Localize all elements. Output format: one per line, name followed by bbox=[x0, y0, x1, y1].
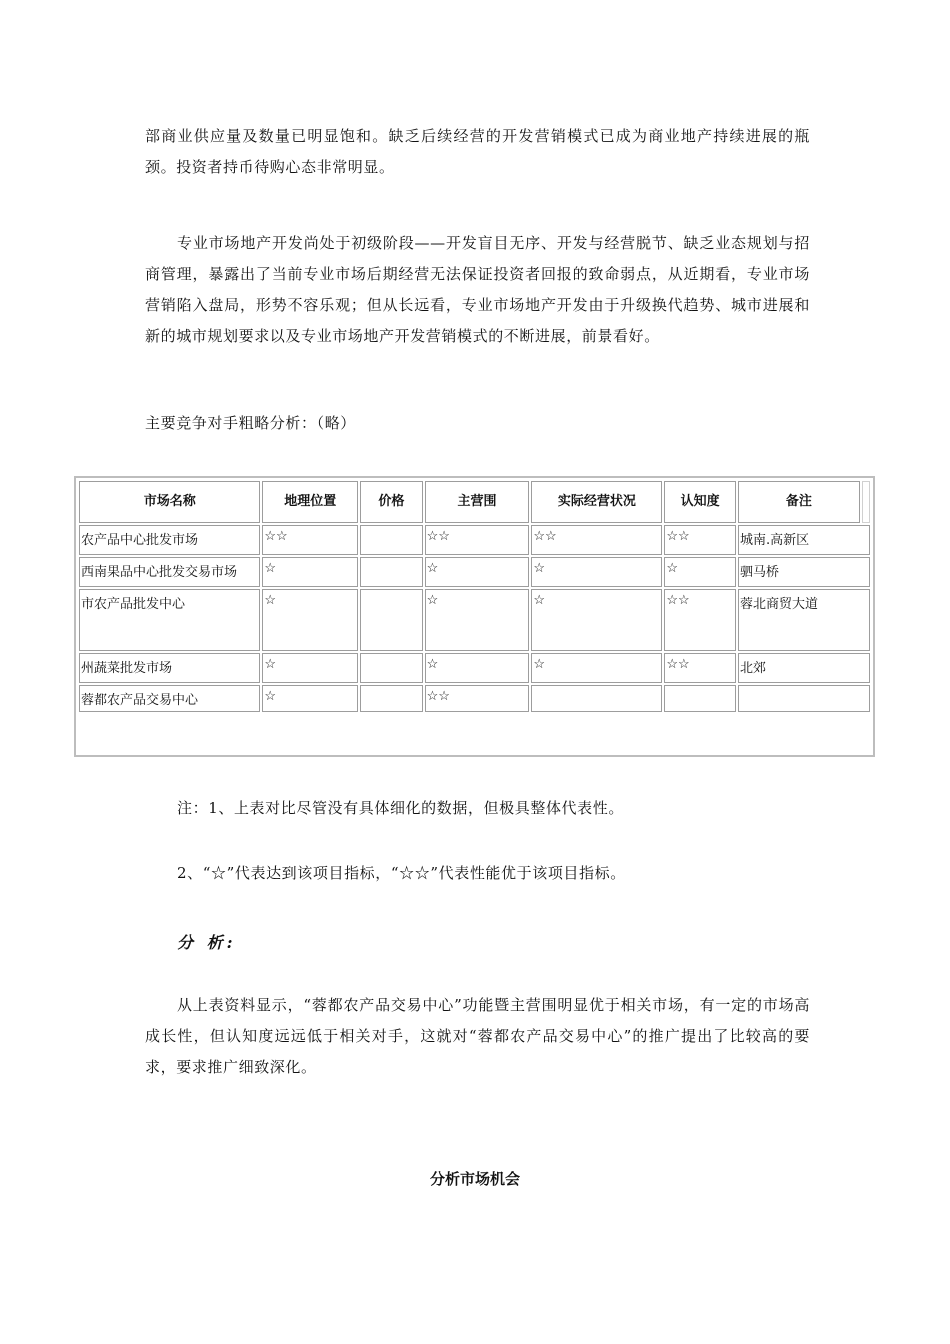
cell-main-scope: ☆ bbox=[425, 557, 530, 587]
cell-price bbox=[360, 685, 422, 712]
paragraph-supply: 部商业供应量及数量已明显饱和。缺乏后续经营的开发营销模式已成为商业地产持续进展的瓶颈。投资者持币待购心态非常明显。 bbox=[145, 127, 810, 176]
cell-remarks: 驷马桥 bbox=[738, 557, 870, 587]
cell-main-scope: ☆ bbox=[425, 653, 530, 683]
cell-price bbox=[360, 525, 422, 555]
cell-operation-status: ☆ bbox=[531, 557, 662, 587]
table-row bbox=[79, 685, 870, 712]
cell-market-name: 蓉都农产品交易中心 bbox=[79, 685, 260, 712]
cell-price bbox=[360, 589, 422, 651]
cell-main-scope: ☆☆ bbox=[425, 685, 530, 712]
cell-price bbox=[360, 557, 422, 587]
cell-remarks bbox=[738, 685, 870, 712]
analysis-heading: 分 析: bbox=[177, 933, 237, 952]
cell-remarks: 北郊 bbox=[738, 653, 870, 683]
cell-market-name: 市农产品批发中心 bbox=[79, 589, 260, 651]
paragraph-competitors-intro: 主要竞争对手粗略分析：（略） bbox=[145, 414, 356, 432]
cell-main-scope: ☆ bbox=[425, 589, 530, 651]
table-row bbox=[79, 653, 870, 683]
cell-operation-status: ☆ bbox=[531, 589, 662, 651]
cell-market-name: 州蔬菜批发市场 bbox=[79, 653, 260, 683]
header-location: 地理位置 bbox=[262, 481, 358, 523]
cell-operation-status: ☆☆ bbox=[531, 525, 662, 555]
header-market-name: 市场名称 bbox=[79, 481, 260, 523]
cell-market-name: 西南果品中心批发交易市场 bbox=[79, 557, 260, 587]
section-title: 分析市场机会 bbox=[429, 1170, 520, 1188]
cell-recognition bbox=[664, 685, 736, 712]
header-main-scope: 主营围 bbox=[425, 481, 530, 523]
cell-remarks: 城南.高新区 bbox=[738, 525, 870, 555]
cell-market-name: 农产品中心批发市场 bbox=[79, 525, 260, 555]
cell-remarks: 蓉北商贸大道 bbox=[738, 589, 870, 651]
cell-operation-status: ☆ bbox=[531, 653, 662, 683]
cell-price bbox=[360, 653, 422, 683]
cell-location: ☆ bbox=[262, 653, 358, 683]
cell-main-scope: ☆☆ bbox=[425, 525, 530, 555]
paragraph-market-stage: 专业市场地产开发尚处于初级阶段——开发盲目无序、开发与经营脱节、缺乏业态规划与招商管理，暴露出了当前专业市场后期经营无法保证投资者回报的致命弱点，从近期看，专业市场营销陷入盘局，形势不容乐观；但从长远看，专业市场地产开发由于升级换代趋势、城市进展和新的城市规划要求以及专业市场地产开发营销模式的不断进展，前景看好。 bbox=[145, 234, 810, 345]
header-spacer bbox=[862, 481, 870, 523]
cell-location: ☆☆ bbox=[262, 525, 358, 555]
table-row bbox=[79, 589, 870, 651]
cell-location: ☆ bbox=[262, 557, 358, 587]
competitor-table bbox=[77, 479, 872, 714]
cell-recognition: ☆☆ bbox=[664, 589, 736, 651]
cell-location: ☆ bbox=[262, 589, 358, 651]
cell-operation-status bbox=[531, 685, 662, 712]
cell-recognition: ☆☆ bbox=[664, 653, 736, 683]
competitor-table-frame bbox=[74, 476, 875, 757]
table-header-row bbox=[79, 481, 870, 523]
header-recognition: 认知度 bbox=[664, 481, 736, 523]
header-remarks: 备注 bbox=[738, 481, 860, 523]
note-1: 注：1、上表对比尽管没有具体细化的数据，但极具整体代表性。 bbox=[177, 799, 624, 817]
note-2: 2、“☆”代表达到该项目指标，“☆☆”代表性能优于该项目指标。 bbox=[177, 864, 626, 882]
cell-location: ☆ bbox=[262, 685, 358, 712]
table-row bbox=[79, 557, 870, 587]
header-price: 价格 bbox=[360, 481, 422, 523]
cell-recognition: ☆ bbox=[664, 557, 736, 587]
cell-recognition: ☆☆ bbox=[664, 525, 736, 555]
table-row bbox=[79, 525, 870, 555]
header-operation-status: 实际经营状况 bbox=[531, 481, 662, 523]
analysis-body: 从上表资料显示，“蓉都农产品交易中心”功能暨主营围明显优于相关市场，有一定的市场高成长性，但认知度远远低于相关对手，这就对“蓉都农产品交易中心”的推广提出了比较高的要求，要求推广细致深化。 bbox=[145, 996, 810, 1076]
